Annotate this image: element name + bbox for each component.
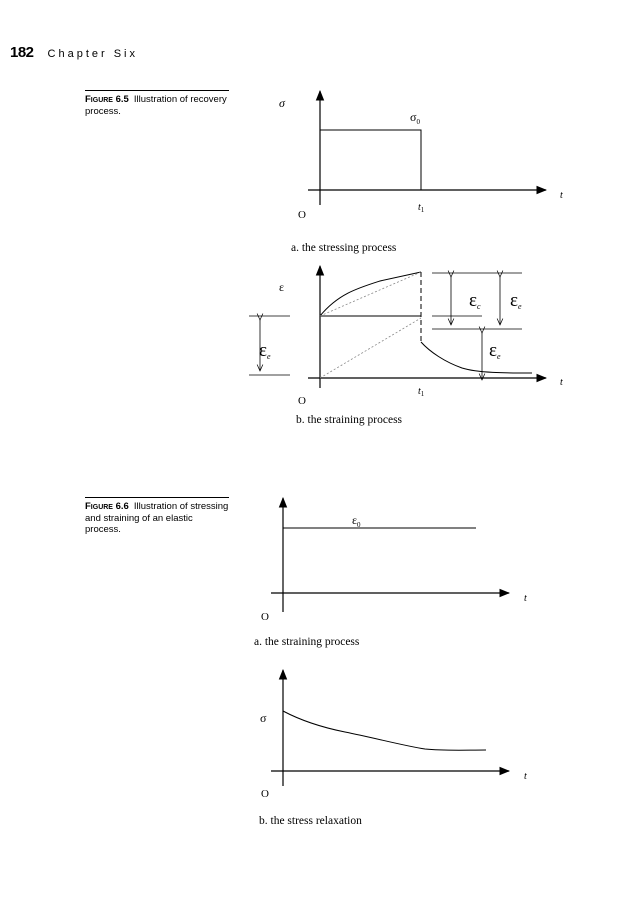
fig-6-6a-x-label: t [524, 593, 527, 604]
fig-6-5a-stress-step [320, 130, 421, 190]
fig-6-5b-creep-label: εc [469, 290, 481, 311]
fig-6-5a-y-symbol: σ [279, 96, 285, 110]
fig-6-5a-x-label: t [560, 190, 563, 201]
fig-6-5b-straining-chart [249, 266, 563, 426]
fig-6-5a-t1-label: $t_1$ [418, 202, 425, 214]
fig-6-6b-origin-label: O [261, 788, 269, 800]
figure-6-5-label: Figure 6.5 [85, 94, 129, 105]
fig-6-5b-lower-dotted-line [320, 318, 421, 378]
fig-6-5b-recovery-curve [421, 342, 532, 373]
fig-6-6b-relaxation-chart [259, 670, 527, 827]
fig-6-6b-title: b. the stress relaxation [259, 815, 362, 827]
figure-6-5-caption-text: Illustration of recovery process. [85, 94, 227, 117]
fig-6-6b-y-symbol: σ [260, 711, 267, 725]
fig-6-5b-upper-dotted-line [320, 272, 421, 316]
fig-6-5b-elastic-label: εe [510, 290, 522, 311]
fig-6-6a-title: a. the straining process [254, 636, 360, 648]
fig-6-5b-x-label: t [560, 377, 563, 388]
fig-6-6a-level-label: $\varepsilon_0$ [352, 513, 361, 529]
fig-6-5b-recovery-label: εe [489, 340, 501, 361]
fig-6-5b-title: b. the straining process [296, 414, 403, 426]
fig-6-6b-x-label: t [524, 771, 527, 782]
fig-6-6b-relaxation-curve [283, 711, 486, 750]
chapter-title: Chapter Six [47, 48, 139, 60]
fig-6-5a-stressing-chart [279, 91, 563, 254]
fig-6-5b-t1-label: $t_1$ [418, 386, 425, 398]
fig-6-6a-origin-label: O [261, 611, 269, 623]
figure-6-6-caption-text: Illustration of stressing and straining of an elastic process. [85, 501, 229, 535]
fig-6-5a-level-label: $\sigma_0$ [410, 110, 420, 126]
fig-6-5a-title: a. the stressing process [291, 242, 397, 254]
fig-6-5a-level-subscript: 0 [416, 118, 420, 126]
page-number: 182 [10, 44, 34, 61]
figure-6-6-label: Figure 6.6 [85, 501, 129, 512]
fig-6-5a-origin-label: O [298, 209, 306, 221]
fig-6-6a-straining-chart [254, 498, 527, 648]
fig-6-5b-origin-label: O [298, 395, 306, 407]
fig-6-5b-left-elastic-label: εe [259, 340, 271, 361]
fig-6-5b-y-symbol: ε [279, 280, 285, 294]
